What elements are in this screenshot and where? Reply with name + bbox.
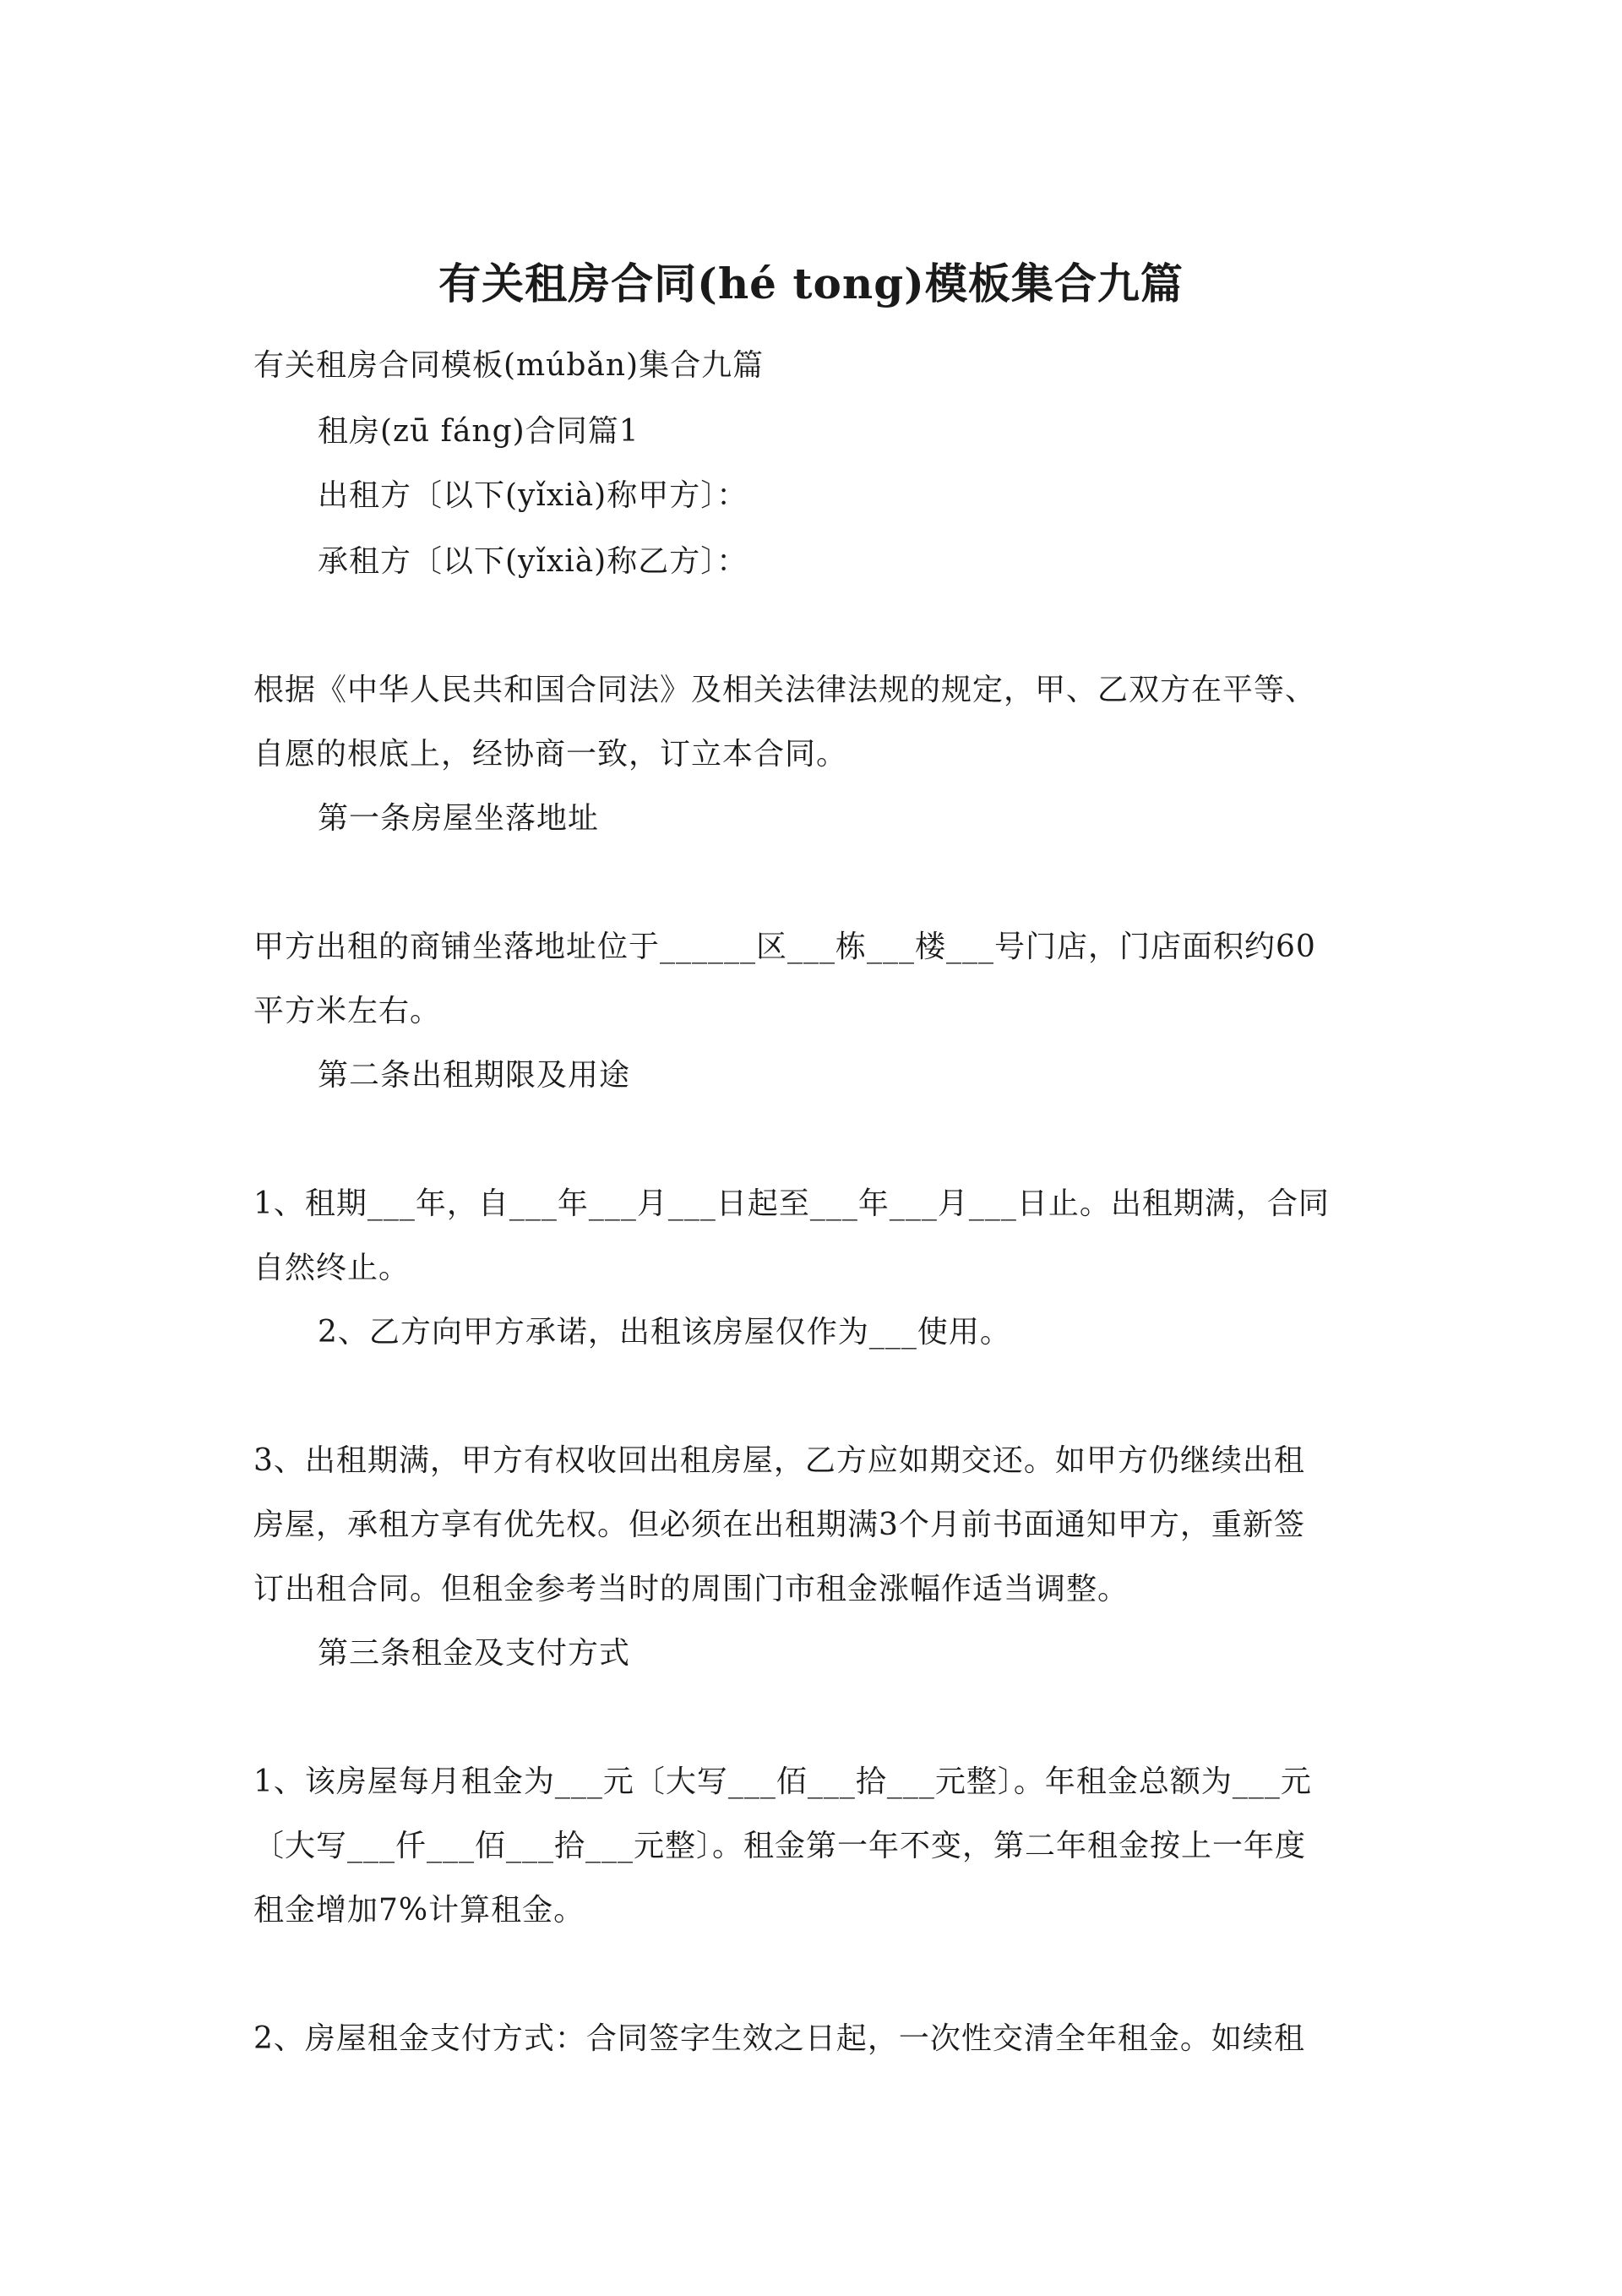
paragraph-line: 2、乙方向甲方承诺，出租该房屋仅作为___使用。 — [318, 1315, 1011, 1350]
party-a-line: 出租方〔以下(yǐxià)称甲方〕： — [318, 478, 748, 513]
paragraph-line: 〔大写___仟___佰___拾___元整〕。租金第一年不变，第二年租金按上一年度 — [253, 1829, 1307, 1863]
document-title: 有关租房合同(hé tong)模板集合九篇 — [438, 259, 1184, 308]
paragraph-line: 自然终止。 — [253, 1251, 411, 1285]
article-heading: 第二条出租期限及用途 — [318, 1058, 631, 1093]
paragraph-line: 房屋，承租方享有优先权。但必须在出租期满3个月前书面通知甲方，重新签 — [253, 1508, 1305, 1542]
paragraph-line: 平方米左右。 — [253, 994, 442, 1028]
subtitle-line: 有关租房合同模板(múbǎn)集合九篇 — [253, 348, 765, 383]
party-b-line: 承租方〔以下(yǐxià)称乙方〕： — [318, 544, 748, 579]
article-heading: 第三条租金及支付方式 — [318, 1636, 631, 1671]
paragraph-line: 1、该房屋每月租金为___元〔大写___佰___拾___元整〕。年租金总额为___元 — [253, 1764, 1312, 1799]
paragraph-line: 3、出租期满，甲方有权收回出租房屋，乙方应如期交还。如甲方仍继续出租 — [253, 1443, 1305, 1478]
contract-heading: 租房(zū fáng)合同篇1 — [318, 414, 640, 449]
paragraph-line: 1、租期___年，自___年___月___日起至___年___月___日止。出租期满，合同 — [253, 1186, 1330, 1221]
paragraph-line: 订出租合同。但租金参考当时的周围门市租金涨幅作适当调整。 — [253, 1572, 1129, 1606]
paragraph-line: 自愿的根底上，经协商一致，订立本合同。 — [253, 737, 848, 772]
article-heading: 第一条房屋坐落地址 — [318, 801, 600, 836]
paragraph-line: 甲方出租的商铺坐落地址位于______区___栋___楼___号门店，门店面积约60 — [253, 930, 1316, 964]
paragraph-line: 租金增加7%计算租金。 — [253, 1893, 585, 1928]
paragraph-line: 根据《中华人民共和国合同法》及相关法律法规的规定，甲、乙双方在平等、 — [253, 673, 1317, 707]
paragraph-line: 2、房屋租金支付方式：合同签字生效之日起，一次性交清全年租金。如续租 — [253, 2021, 1305, 2056]
